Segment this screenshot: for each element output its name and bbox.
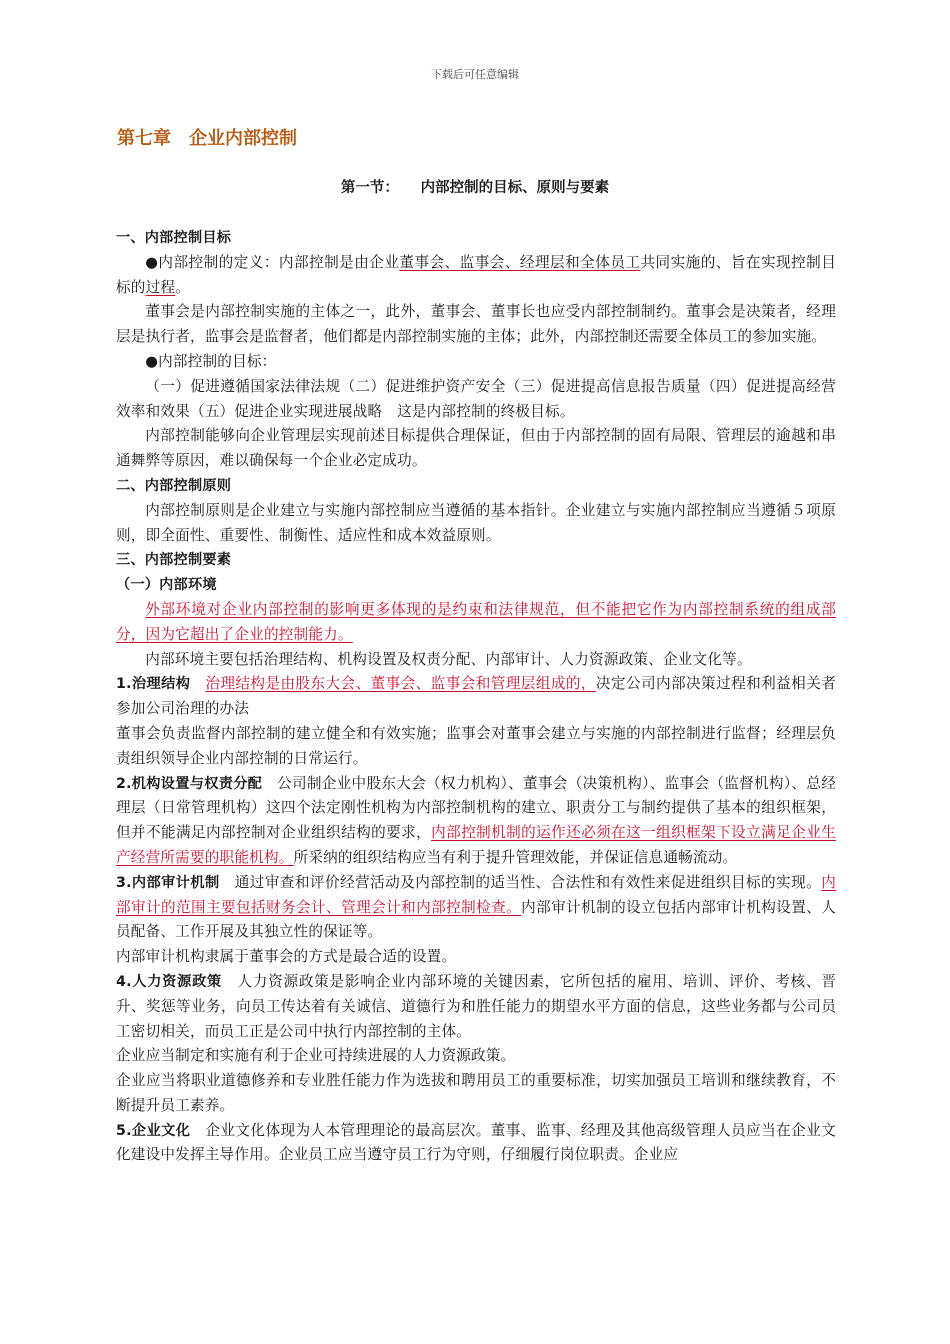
paragraph-external-environment: 外部环境对企业内部控制的影响更多体现的是约束和法律规范，但不能把它作为内部控制系统的组成部分，因为它超出了企业的控制能力。 [116, 600, 836, 643]
item-corporate-culture: 5.企业文化 企业文化体现为人本管理理论的最高层次。董事、监事、经理及其他高级管理人员应当在企业文化建设中发挥主导作用。企业员工应当遵守员工行为守则，仔细履行岗位职责。企业应 [116, 1121, 836, 1164]
highlight-process: 过程 [145, 278, 176, 296]
paragraph-objectives-list: （一）促进遵循国家法律法规（二）促进维护资产安全（三）促进提高信息报告质量（四）促进提高经营效率和效果（五）促进企业实现进展战略 这是内部控制的终极目标。 [116, 377, 836, 420]
item-internal-audit: 3.内部审计机制 通过审查和评价经营活动及内部控制的适当性、合法性和有效性来促进组织目标的实现。内部审计的范围主要包括财务会计、管理会计和内部控制检查。内部审计机制的设立包括内部审计机构设置、人员配备、工作开展及其独立性的保证等。 [116, 873, 837, 941]
paragraph-environment-scope: 内部环境主要包括治理结构、机构设置及权责分配、内部审计、人力资源政策、企业文化等。 [145, 650, 752, 668]
item-hr-policy: 4.人力资源政策 人力资源政策是影响企业内部环境的关键因素，它所包括的雇用、培训、评价、考核、晋升、奖惩等业务，向员工传达着有关诚信、道德行为和胜任能力的期望水平方面的信息，这些业务都与公司员工密切相关，而员工正是公司中执行内部控制的主体。 [116, 972, 836, 1040]
page-header: 下载后可任意编辑 [431, 68, 519, 81]
paragraph-hr-selection: 企业应当将职业道德修养和专业胜任能力作为选拔和聘用员工的重要标准，切实加强员工培训和继续教育，不断提升员工素养。 [116, 1072, 836, 1114]
chapter-title: 第七章 企业内部控制 [117, 128, 297, 149]
highlight-audit-scope: 内部审计的范围主要包括财务会计、管理会计和内部控制检查。 [116, 873, 836, 916]
heading-internal-control-elements: 三、内部控制要素 [116, 552, 232, 569]
paragraph-board-supervision: 董事会负责监督内部控制的建立健全和有效实施；监事会对董事会建立与实施的内部控制进行监督；经理层负责组织领导企业内部控制的日常运行。 [116, 724, 836, 767]
paragraph-audit-reporting: 内部审计机构隶属于董事会的方式是最合适的设置。 [116, 948, 457, 966]
item-governance-structure: 1.治理结构 治理结构是由股东大会、董事会、监事会和管理层组成的，决定公司内部决策过程和利益相关者参加公司治理的办法 [116, 675, 837, 718]
subheading-internal-environment: （一）内部环境 [116, 577, 217, 594]
item-organization-structure: 2.机构设置与权责分配 公司制企业中股东大会（权力机构）、董事会（决策机构）、监事会（监督机构）、总经理层（日常管理机构）这四个法定刚性机构为内部控制机构的建立、职责分工与制约提供了基本的组织框架，但并不能满足内部控制对企业组织结构的要求，内部控制机制的运作还必须在这一组织框架下设立满足企业生产经营所需要的职能机构。所采纳的组织结构应当有利于提升管理效能，并保证信息通畅流动。 [116, 774, 837, 866]
heading-internal-control-objectives: 一、内部控制目标 [116, 230, 232, 246]
paragraph-board-role: 董事会是内部控制实施的主体之一，此外，董事会、董事长也应受内部控制制约。董事会是决策者，经理层是执行者，监事会是监督者，他们都是内部控制实施的主体；此外，内部控制还需要全体员工的参加实施。 [116, 303, 836, 346]
heading-internal-control-principles: 二、内部控制原则 [116, 477, 232, 494]
paragraph-principles: 内部控制原则是企业建立与实施内部控制应当遵循的基本指针。企业建立与实施内部控制应当遵循５项原则，即全面性、重要性、制衡性、适应性和成本效益原则。 [116, 501, 836, 544]
section-title: 第一节： 内部控制的目标、原则与要素 [340, 180, 610, 196]
paragraph-reasonable-assurance: 内部控制能够向企业管理层实现前述目标提供合理保证，但由于内部控制的固有局限、管理层的逾越和串通舞弊等原因，难以确保每一个企业必定成功。 [116, 427, 836, 470]
label-objectives: ●内部控制的目标： [145, 352, 277, 370]
paragraph-definition: ●内部控制的定义：内部控制是由企业董事会、监事会、经理层和全体员工共同实施的、旨在实现控制目标的过程。 [116, 253, 837, 296]
highlight-subjects: 董事会、监事会、经理层和全体员工 [399, 253, 641, 271]
paragraph-hr-sustainable: 企业应当制定和实施有利于企业可持续进展的人力资源政策。 [116, 1047, 516, 1065]
document-body [116, 226, 836, 1168]
highlight-functional-units: 内部控制机制的运作还必须在这一组织框架下设立满足企业生产经营所需要的职能机构。 [116, 824, 836, 866]
highlight-governance: 治理结构是由股东大会、董事会、监事会和管理层组成的， [205, 675, 596, 693]
